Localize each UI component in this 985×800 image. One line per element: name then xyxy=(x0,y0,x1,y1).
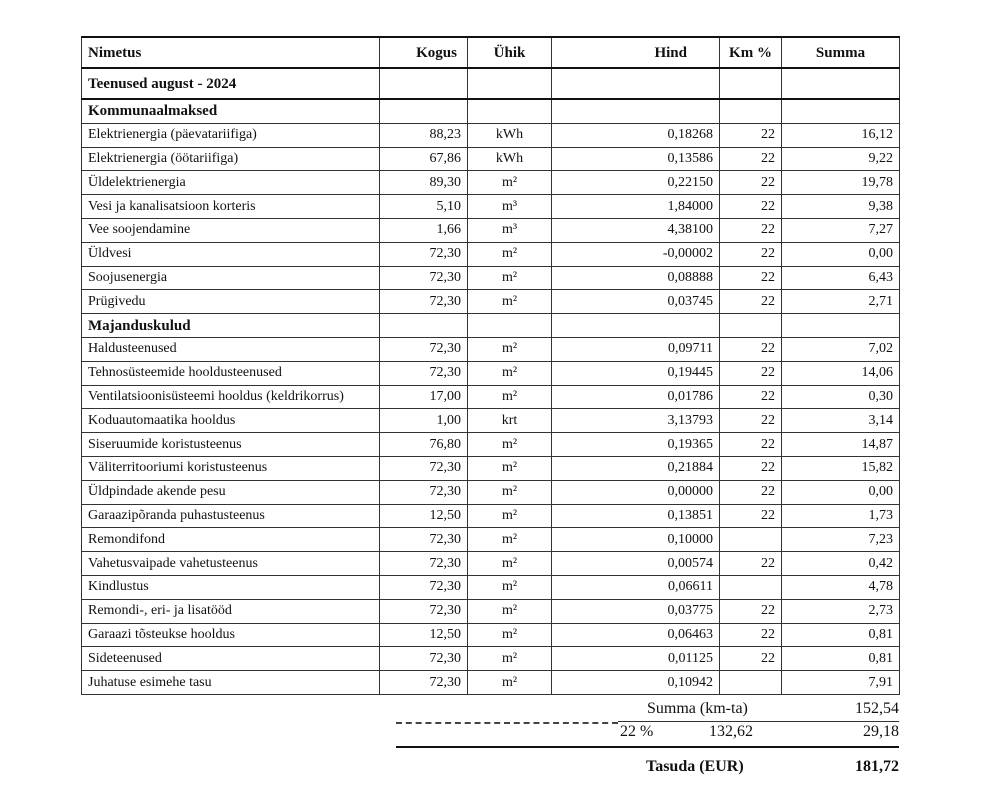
cell-unit: m² xyxy=(468,456,552,480)
cell-name: Üldvesi xyxy=(82,242,380,266)
cell-vat xyxy=(720,528,782,552)
cell-qty: 1,66 xyxy=(380,218,468,242)
cell-qty: 72,30 xyxy=(380,290,468,314)
table-row xyxy=(82,290,900,314)
cell-unit: m² xyxy=(468,552,552,576)
cell-vat: 22 xyxy=(720,195,782,219)
table-body xyxy=(82,68,900,694)
cell-vat: 22 xyxy=(720,647,782,671)
cell-sum: 2,73 xyxy=(782,599,900,623)
cell-sum: 0,30 xyxy=(782,385,900,409)
invoice-table xyxy=(81,36,900,695)
table-row xyxy=(82,147,900,171)
cell-unit: m² xyxy=(468,504,552,528)
cell-sum: 14,06 xyxy=(782,361,900,385)
cell-sum: 7,27 xyxy=(782,218,900,242)
cell-qty: 1,00 xyxy=(380,409,468,433)
cell-name: Vee soojendamine xyxy=(82,218,380,242)
cell-unit: m² xyxy=(468,599,552,623)
cell-sum: 0,81 xyxy=(782,623,900,647)
cell-price: 0,18268 xyxy=(552,123,720,147)
cell-qty: 72,30 xyxy=(380,361,468,385)
cell-sum: 9,22 xyxy=(782,147,900,171)
cell-price: 0,03775 xyxy=(552,599,720,623)
cell-qty: 72,30 xyxy=(380,242,468,266)
cell-unit: m² xyxy=(468,337,552,361)
cell-price: 0,13851 xyxy=(552,504,720,528)
table-row xyxy=(82,385,900,409)
table-row xyxy=(82,337,900,361)
period-label: Teenused august - 2024 xyxy=(82,68,380,99)
cell-unit: m² xyxy=(468,433,552,457)
cell-unit: m³ xyxy=(468,218,552,242)
cell-name: Haldusteenused xyxy=(82,337,380,361)
cell-name: Elektrienergia (öötariifiga) xyxy=(82,147,380,171)
table-row xyxy=(82,266,900,290)
cell-vat: 22 xyxy=(720,171,782,195)
cell-name: Garaazipõranda puhastusteenus xyxy=(82,504,380,528)
cell-sum: 0,00 xyxy=(782,480,900,504)
section-row xyxy=(82,314,900,338)
cell-qty: 72,30 xyxy=(380,575,468,599)
cell-price: 0,00000 xyxy=(552,480,720,504)
cell-vat: 22 xyxy=(720,266,782,290)
cell-price: 0,10942 xyxy=(552,671,720,695)
cell-vat: 22 xyxy=(720,480,782,504)
cell-price: 0,06611 xyxy=(552,575,720,599)
cell-sum: 16,12 xyxy=(782,123,900,147)
table-row xyxy=(82,671,900,695)
cell-unit: m² xyxy=(468,575,552,599)
col-header-qty: Kogus xyxy=(380,37,468,68)
cell-price: 0,21884 xyxy=(552,456,720,480)
cell-name: Prügivedu xyxy=(82,290,380,314)
cell-qty: 72,30 xyxy=(380,671,468,695)
cell-unit: kWh xyxy=(468,147,552,171)
cell-qty: 72,30 xyxy=(380,599,468,623)
cell-name: Garaazi tõsteukse hooldus xyxy=(82,623,380,647)
table-row xyxy=(82,623,900,647)
cell-price: 0,06463 xyxy=(552,623,720,647)
cell-sum: 4,78 xyxy=(782,575,900,599)
cell-vat: 22 xyxy=(720,147,782,171)
cell-unit: m² xyxy=(468,671,552,695)
cell-price: 0,01786 xyxy=(552,385,720,409)
cell-name: Sideteenused xyxy=(82,647,380,671)
cell-sum: 0,42 xyxy=(782,552,900,576)
cell-vat: 22 xyxy=(720,337,782,361)
table-row xyxy=(82,575,900,599)
cell-price: 0,09711 xyxy=(552,337,720,361)
cell-name: Soojusenergia xyxy=(82,266,380,290)
table-row xyxy=(82,599,900,623)
cell-name: Kindlustus xyxy=(82,575,380,599)
cell-name: Ventilatsioonisüsteemi hooldus (keldrikorrus) xyxy=(82,385,380,409)
cell-name: Tehnosüsteemide hooldusteenused xyxy=(82,361,380,385)
cell-price: 0,22150 xyxy=(552,171,720,195)
cell-unit: m² xyxy=(468,171,552,195)
cell-unit: m² xyxy=(468,385,552,409)
cell-vat: 22 xyxy=(720,361,782,385)
cell-sum: 7,02 xyxy=(782,337,900,361)
cell-sum: 19,78 xyxy=(782,171,900,195)
cell-vat: 22 xyxy=(720,409,782,433)
cell-vat: 22 xyxy=(720,504,782,528)
table-row xyxy=(82,456,900,480)
cell-vat: 22 xyxy=(720,599,782,623)
cell-price: -0,00002 xyxy=(552,242,720,266)
cell-vat: 22 xyxy=(720,123,782,147)
vat-value: 29,18 xyxy=(863,723,899,740)
col-header-name: Nimetus xyxy=(82,37,380,68)
cell-name: Remondi-, eri- ja lisatööd xyxy=(82,599,380,623)
cell-qty: 89,30 xyxy=(380,171,468,195)
cell-unit: m² xyxy=(468,290,552,314)
section-title: Majanduskulud xyxy=(82,314,380,338)
cell-price: 3,13793 xyxy=(552,409,720,433)
cell-sum: 0,81 xyxy=(782,647,900,671)
cell-name: Siseruumide koristusteenus xyxy=(82,433,380,457)
cell-vat: 22 xyxy=(720,552,782,576)
table-row xyxy=(82,504,900,528)
cell-qty: 76,80 xyxy=(380,433,468,457)
cell-sum: 0,00 xyxy=(782,242,900,266)
table-row xyxy=(82,171,900,195)
table-row xyxy=(82,218,900,242)
cell-vat: 22 xyxy=(720,456,782,480)
cell-sum: 2,71 xyxy=(782,290,900,314)
cell-qty: 72,30 xyxy=(380,528,468,552)
cell-qty: 12,50 xyxy=(380,623,468,647)
cell-qty: 72,30 xyxy=(380,552,468,576)
period-row xyxy=(82,68,900,99)
cell-vat: 22 xyxy=(720,218,782,242)
cell-sum: 6,43 xyxy=(782,266,900,290)
cell-price: 0,01125 xyxy=(552,647,720,671)
vat-base: 132,62 xyxy=(709,723,753,740)
cell-name: Remondifond xyxy=(82,528,380,552)
table-row xyxy=(82,552,900,576)
cell-unit: m² xyxy=(468,623,552,647)
col-header-price: Hind xyxy=(552,37,720,68)
section-row xyxy=(82,99,900,123)
cell-unit: m² xyxy=(468,266,552,290)
cell-sum: 9,38 xyxy=(782,195,900,219)
cell-qty: 72,30 xyxy=(380,266,468,290)
cell-unit: m³ xyxy=(468,195,552,219)
col-header-vat: Km % xyxy=(720,37,782,68)
cell-name: Väliterritooriumi koristusteenus xyxy=(82,456,380,480)
dashed-divider xyxy=(396,722,618,724)
cell-vat xyxy=(720,671,782,695)
subtotal-rule xyxy=(618,721,899,722)
cell-name: Vesi ja kanalisatsioon korteris xyxy=(82,195,380,219)
cell-price: 0,03745 xyxy=(552,290,720,314)
cell-price: 0,19365 xyxy=(552,433,720,457)
subtotal-label: Summa (km-ta) xyxy=(647,700,748,717)
cell-unit: kWh xyxy=(468,123,552,147)
cell-name: Üldpindade akende pesu xyxy=(82,480,380,504)
cell-unit: m² xyxy=(468,242,552,266)
cell-vat xyxy=(720,575,782,599)
cell-unit: m² xyxy=(468,528,552,552)
pay-label: Tasuda (EUR) xyxy=(646,758,744,775)
cell-unit: krt xyxy=(468,409,552,433)
table-row xyxy=(82,433,900,457)
table-row xyxy=(82,647,900,671)
cell-qty: 67,86 xyxy=(380,147,468,171)
cell-qty: 72,30 xyxy=(380,456,468,480)
cell-sum: 1,73 xyxy=(782,504,900,528)
table-row xyxy=(82,195,900,219)
table-row xyxy=(82,409,900,433)
pay-value: 181,72 xyxy=(855,758,899,775)
table-row xyxy=(82,528,900,552)
cell-vat: 22 xyxy=(720,290,782,314)
cell-unit: m² xyxy=(468,361,552,385)
cell-vat: 22 xyxy=(720,242,782,266)
cell-name: Koduautomaatika hooldus xyxy=(82,409,380,433)
cell-name: Üldelektrienergia xyxy=(82,171,380,195)
cell-name: Vahetusvaipade vahetusteenus xyxy=(82,552,380,576)
table-header xyxy=(82,37,900,68)
cell-vat: 22 xyxy=(720,623,782,647)
cell-unit: m² xyxy=(468,647,552,671)
cell-sum: 7,91 xyxy=(782,671,900,695)
cell-name: Elektrienergia (päevatariifiga) xyxy=(82,123,380,147)
cell-unit: m² xyxy=(468,480,552,504)
vat-rate: 22 % xyxy=(620,723,654,740)
col-header-unit: Ühik xyxy=(468,37,552,68)
table-row xyxy=(82,242,900,266)
cell-sum: 15,82 xyxy=(782,456,900,480)
table-row xyxy=(82,361,900,385)
cell-name: Juhatuse esimehe tasu xyxy=(82,671,380,695)
cell-qty: 72,30 xyxy=(380,647,468,671)
cell-qty: 17,00 xyxy=(380,385,468,409)
total-rule xyxy=(396,746,899,748)
table-row xyxy=(82,480,900,504)
cell-price: 0,00574 xyxy=(552,552,720,576)
cell-price: 0,08888 xyxy=(552,266,720,290)
cell-sum: 3,14 xyxy=(782,409,900,433)
section-title: Kommunaalmaksed xyxy=(82,99,380,123)
cell-vat: 22 xyxy=(720,433,782,457)
col-header-sum: Summa xyxy=(782,37,900,68)
cell-qty: 12,50 xyxy=(380,504,468,528)
table-row xyxy=(82,123,900,147)
cell-qty: 72,30 xyxy=(380,480,468,504)
cell-qty: 72,30 xyxy=(380,337,468,361)
cell-price: 0,10000 xyxy=(552,528,720,552)
cell-sum: 7,23 xyxy=(782,528,900,552)
cell-sum: 14,87 xyxy=(782,433,900,457)
cell-price: 0,13586 xyxy=(552,147,720,171)
cell-qty: 5,10 xyxy=(380,195,468,219)
cell-price: 0,19445 xyxy=(552,361,720,385)
cell-qty: 88,23 xyxy=(380,123,468,147)
subtotal-value: 152,54 xyxy=(855,700,899,717)
cell-vat: 22 xyxy=(720,385,782,409)
cell-price: 1,84000 xyxy=(552,195,720,219)
cell-price: 4,38100 xyxy=(552,218,720,242)
